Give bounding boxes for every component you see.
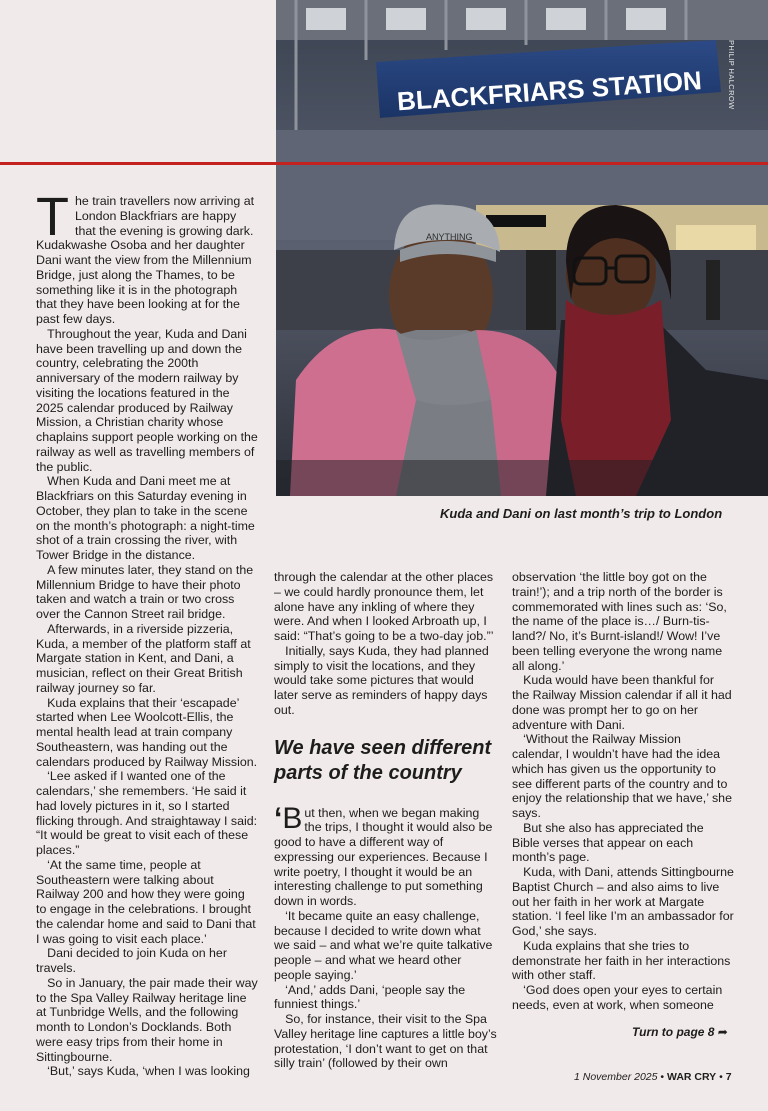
- section-heading: We have seen different parts of the country: [274, 736, 492, 784]
- turn-page-link[interactable]: [632, 1025, 728, 1039]
- paragraph: ‘And,’ adds Dani, ‘people say the funniest things.’: [274, 982, 466, 1012]
- paragraph: So in January, the pair made their way to the Spa Valley Railway heritage line at Tunbridge Wells, and the following month to London’s Docklands. Both were easy trips from their home in Sittingbourne.: [36, 975, 258, 1064]
- photo-credit: PHILIP HALCROW: [727, 40, 736, 110]
- paragraph: ‘Lee asked if I wanted one of the calendars,’ she remembers. ‘He said it had lovely pictures in it, so I started flicking through. And straightaway I said: “It would be great to visit each of these places.”: [36, 769, 258, 857]
- paragraph: Initially, says Kuda, they had planned simply to visit the locations, and they would take some pictures that would later serve as reminders of happy days out.: [274, 643, 489, 717]
- paragraph: through the calendar at the other places – we could hardly pronounce them, let alone have any inkling of where they were. And when I looked Arbroath up, I said: “That’s going to be a two-day job.”’: [274, 570, 494, 643]
- station-photo-illustration: [276, 0, 768, 496]
- paragraph: ‘God does open your eyes to certain needs, even at work, when someone: [512, 983, 723, 1012]
- paragraph-text: he train travellers now arriving at London Blackfriars are happy that the evening is growing dark. Kudakwashe Osoba and her daughter Dani want the view from the Millennium Bridge, just along the Thames, to be something like it is in the photograph that they have been looking at for the past few days.: [36, 194, 255, 326]
- page-footer: [574, 1071, 732, 1083]
- drop-cap: [274, 801, 303, 835]
- paragraph: But she also has appreciated the Bible verses that appear on each month’s page.: [512, 820, 704, 865]
- photo-caption: Kuda and Dani on last month’s trip to London: [440, 506, 723, 521]
- issue-date: 1 November 2025: [574, 1071, 658, 1083]
- publication-name: WAR CRY: [666, 1071, 717, 1083]
- paragraph: Throughout the year, Kuda and Dani have been travelling up and down the country, celebrating the 200th anniversary of the modern railway by visiting the locations featured in the 2025 calendar produced by Railway Mission, a Christian charity whose chaplains support people working on the railway as well as travelling members of the public.: [36, 326, 258, 474]
- paragraph: Kuda, with Dani, attends Sittingbourne Baptist Church – and also aims to live out her faith in her work at Margate station. ‘I feel like I’m an ambassador for God,’ she says.: [512, 865, 734, 938]
- paragraph: Dani decided to join Kuda on her travels.: [36, 946, 227, 975]
- paragraph: Kuda explains that their ‘escapade’ started when Lee Woolcott-Ellis, the mental health lead at train company Southeastern, was handing out the calendars produced by Railway Mission.: [36, 695, 258, 769]
- turn-page-label: Turn to page 8: [632, 1025, 715, 1039]
- paragraph: ‘It became quite an easy challenge, because I decided to write down what we said – and what we’re quite talkative people – and what we heard other people saying.’: [274, 908, 493, 982]
- station-sign-text: BLACKFRIARS STATION: [396, 65, 703, 117]
- paragraph: ‘But,’ says Kuda, ‘when I was looking: [47, 1064, 250, 1079]
- paragraph-text: ut then, when we began making the trips, I thought it would also be good to have a different way of expressing our experiences. Because I write poetry, I thought it would be an interesting challenge to put something down in words.: [274, 805, 493, 908]
- article-photo: [276, 0, 768, 496]
- paragraph: Kuda explains that she tries to demonstrate her faith in her interactions with other staff.: [512, 938, 731, 983]
- hat-text: ANYTHING: [426, 232, 473, 242]
- paragraph: Afterwards, in a riverside pizzeria, Kuda, a member of the platform staff at Margate station in Kent, and Dani, a musician, reflect on their Great British railway journey so far.: [36, 621, 251, 695]
- article-column-2: [274, 570, 498, 1071]
- separator: •: [657, 1071, 667, 1083]
- paragraph: So, for instance, their visit to the Spa Valley heritage line captures a little boy’s protestation, ‘I don’t want to get on that silly train’ (followed by their own: [274, 1012, 497, 1071]
- paragraph: A few minutes later, they stand on the Millennium Bridge to have their photo taken and watch a train or two cross over the Cannon Street rail bridge.: [36, 562, 254, 621]
- accent-divider: [0, 162, 768, 165]
- paragraph: [274, 801, 498, 909]
- page-number: 7: [725, 1071, 732, 1083]
- paragraph: [36, 187, 258, 327]
- separator: •: [716, 1071, 726, 1083]
- drop-cap-letter: B: [282, 801, 303, 835]
- drop-cap: T: [36, 187, 69, 247]
- article-column-3: [512, 570, 734, 1013]
- quote-mark: ‘: [274, 801, 283, 835]
- paragraph: When Kuda and Dani meet me at Blackfriars on this Saturday evening in October, they plan to take in the scene on the month’s photograph: a night-time shot of a train crossing the river, with Tower Bridge in the distance.: [36, 474, 255, 562]
- paragraph: ‘Without the Railway Mission calendar, I wouldn’t have had the idea which has given us the opportunity to see different parts of the country and to enjoy the relationship that we have,’ she says.: [512, 732, 732, 820]
- paragraph: observation ‘the little boy got on the train!’); and a trip north of the border is commemorated with lines such as: ‘So, the name of the place is…/ Burn-tis-land?/ No, it’s Burnt-island!/ Wow! I’ve been telling everyone the wrong name all along.’: [512, 570, 727, 673]
- arrow-right-icon: ➦: [717, 1025, 728, 1039]
- article-column-1: [36, 187, 258, 1079]
- paragraph: Kuda would have been thankful for the Railway Mission calendar if all it had done was prompt her to go on her adventure with Dani.: [512, 673, 732, 732]
- paragraph: ‘At the same time, people at Southeastern were talking about Railway 200 and how they were going to engage in the celebrations. I brought the calendar home and said to Dani that I was going to visit each place.’: [36, 857, 256, 946]
